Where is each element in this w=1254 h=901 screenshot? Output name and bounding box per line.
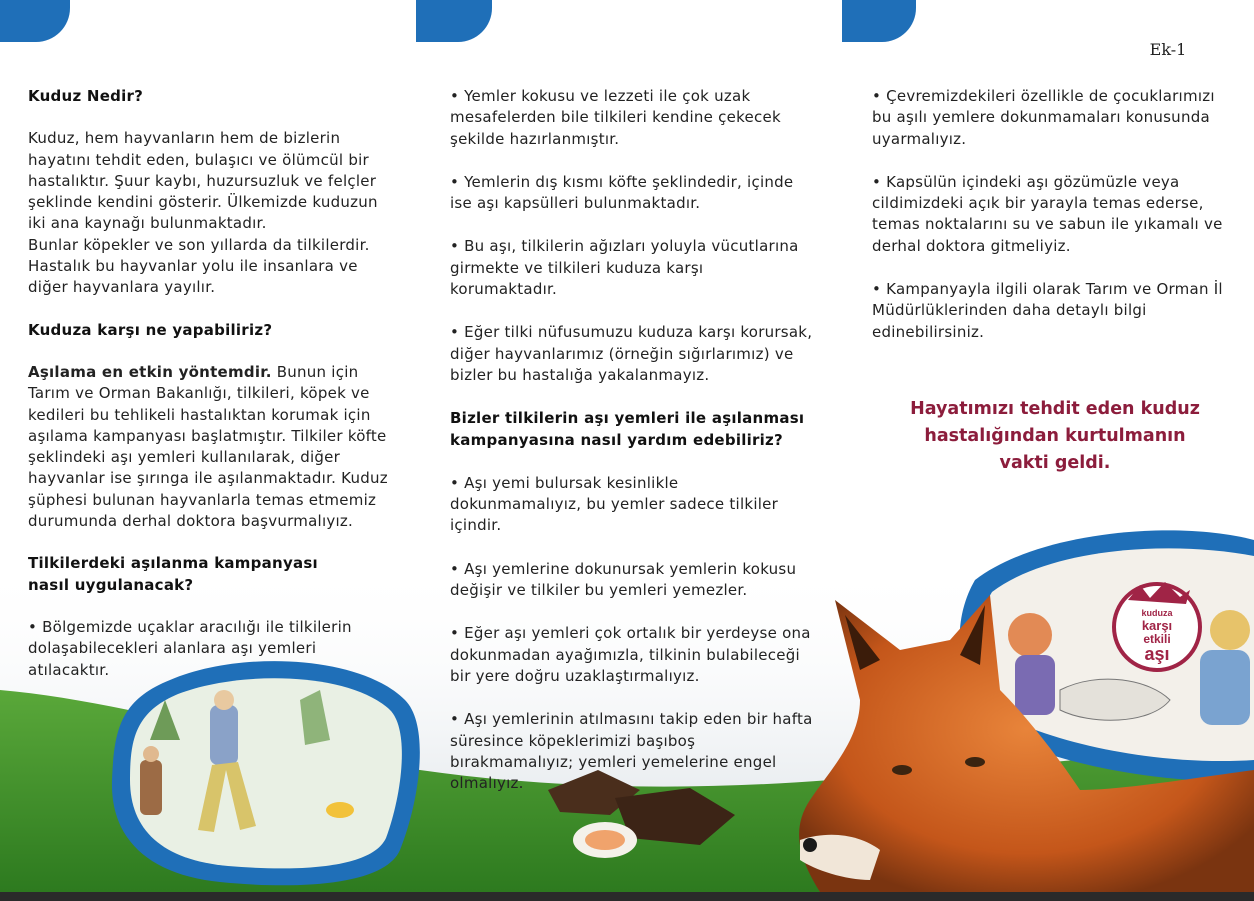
bullet-do-not-touch: • Aşı yemi bulursak kesinlikle dokunmamalıyız, bu yemler sadece tilkiler içindir. — [450, 473, 779, 535]
column-3 — [872, 86, 1236, 343]
column-1 — [28, 86, 394, 681]
bullet-wash-contact: • Kapsülün içindeki aşı gözümüzle veya cildimizdeki açık bir yarayla temas ederse, temas noktalarını su ve sabun ile yıkamalı ve derhal doktora gitmeliyiz. — [872, 172, 1223, 255]
vaccination-lead: Aşılama en etkin yöntemdir. — [28, 362, 272, 381]
paragraph-rabies-definition: Kuduz, hem hayvanların hem de bizlerin hayatını tehdit eden, bulaşıcı ve ölümcül bir hastalıktır. Şuur kaybı, huzursuzluk ve felçler şeklinde kendini gösterir. Ülkemizde kuduzun iki ana kaynağı bulunmaktadır. — [28, 129, 378, 233]
headline-line-2: hastalığından kurtulmanın — [924, 426, 1186, 446]
column-2 — [450, 86, 814, 794]
bottom-bar — [0, 892, 1254, 901]
vaccine-logo — [1114, 582, 1200, 670]
heading-what-can-we-do: Kuduza karşı ne yapabiliriz? — [28, 320, 273, 339]
headline-line-3: vakti geldi. — [999, 453, 1111, 473]
logo-word-3: etkili — [1143, 632, 1171, 646]
bullet-bait-shape: • Yemlerin dış kısmı köfte şeklindedir, içinde ise aşı kapsülleri bulunmaktadır. — [450, 172, 794, 213]
bullet-more-info: • Kampanyayla ilgili olarak Tarım ve Orman İl Müdürlüklerinden daha detaylı bilgi edinebilirsiniz. — [872, 280, 1223, 341]
headline-slogan — [900, 396, 1210, 477]
vaccination-text: Bunun için Tarım ve Orman Bakanlığı, tilkileri, köpek ve kedileri bu tehlikeli hastalıktan korumak için aşılama kampanyası başlatmıştır. Tilkiler köfte şeklindeki aşı yemleri kullanılarak, diğer hayvanlar ise şırınga ile aşılanmaktadır. Kuduz şüphesi bulunan hayvanlarla temas etmemiz durumunda derhal doktora başvurmalıyız. — [28, 362, 388, 531]
bullet-protect-population: • Eğer tilki nüfusumuzu kuduza karşı korursak, diğer hayvanlarımız (örneğin sığırlarımız) ve bizler bu hastalığa yakalanmayız. — [450, 323, 813, 384]
bullet-warn-children: • Çevremizdekileri özellikle de çocuklarımızı bu aşılı yemlere dokunmamaları konusunda uyarmalıyız. — [872, 87, 1215, 148]
bullet-move-with-foot: • Eğer aşı yemleri çok ortalık bir yerdeyse ona dokunmadan ayağımızla, tilkinin bulabileceği bir yere doğru uzaklaştırmalıyız. — [450, 624, 811, 685]
logo-word-1: kuduza — [1141, 608, 1173, 618]
logo-word-4: aşı — [1144, 644, 1170, 664]
logo-word-2: karşı — [1141, 618, 1173, 633]
headline-line-1: Hayatımızı tehdit eden kuduz — [910, 399, 1200, 419]
bullet-keep-dogs: • Aşı yemlerinin atılmasını takip eden bir hafta süresince köpeklerimizi başıboş bırakmamalıyız; yemleri yemelerine engel olmalıyız. — [450, 710, 813, 793]
left-illustration-frame — [112, 661, 420, 885]
paragraph-rabies-sources: Bunlar köpekler ve son yıllarda da tilkilerdir. Hastalık bu hayvanlar yolu ile insanlara ve diğer hayvanlara yayılır. — [28, 235, 370, 297]
bullet-oral-vaccine: • Bu aşı, tilkilerin ağızları yoluyla vücutlarına girmekte ve tilkileri kuduza karşı korumaktadır. — [450, 237, 799, 299]
bullet-bait-attraction: • Yemler kokusu ve lezzeti ile çok uzak mesafelerden bile tilkileri kendine çekecek şekilde hazırlanmıştır. — [450, 87, 781, 148]
heading-campaign-b: nasıl uygulanacak? — [28, 575, 194, 594]
heading-how-to-help: Bizler tilkilerin aşı yemleri ile aşılanması kampanyasına nasıl yardım edebiliriz? — [450, 409, 805, 449]
page-label: Ek-1 — [1137, 0, 1199, 84]
bullet-smell-changes: • Aşı yemlerine dokunursak yemlerin kokusu değişir ve tilkiler bu yemleri yemezler. — [450, 559, 797, 600]
bullet-aircraft-drop: • Bölgemizde uçaklar aracılığı ile tilkilerin dolaşabilecekleri alanlara aşı yemleri atılacaktır. — [28, 617, 352, 679]
heading-what-is-rabies: Kuduz Nedir? — [28, 87, 144, 105]
heading-campaign-a: Tilkilerdeki aşılanma kampanyası — [28, 554, 318, 573]
paragraph-vaccination — [28, 362, 394, 532]
